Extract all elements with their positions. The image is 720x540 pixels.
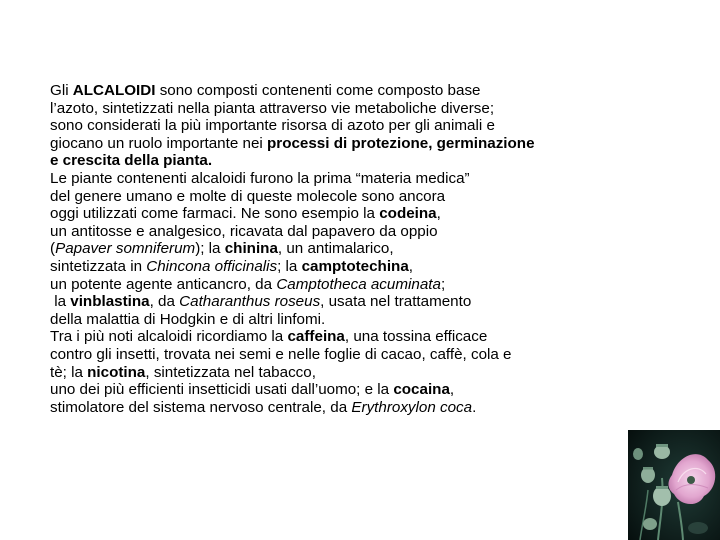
poppy-flower-photo — [628, 430, 720, 540]
species-camptotheca: Camptotheca acuminata — [276, 275, 441, 293]
emphasis-processi: processi di protezione, germinazione — [267, 134, 535, 152]
text-line: oggi utilizzati come farmaci. Ne sono esempio la codeina, — [50, 205, 441, 223]
text-line: stimolatore del sistema nervoso centrale, da Erythroxylon coca. — [50, 398, 477, 416]
text-line: l’azoto, sintetizzati nella pianta attraverso vie metaboliche diverse; — [50, 99, 495, 117]
term-camptotechina: camptotechina — [301, 257, 409, 275]
text-line: uno dei più efficienti insetticidi usati dall’uomo; e la cocaina, — [50, 381, 455, 399]
text-line: contro gli insetti, trovata nei semi e nelle foglie di cacao, caffè, cola e — [50, 345, 512, 363]
term-nicotina: nicotina — [87, 363, 146, 381]
poppy-flower-icon — [628, 430, 720, 540]
text-line: (Papaver somniferum); la chinina, un antimalarico, — [50, 240, 394, 258]
species-papaver: Papaver somniferum — [55, 240, 196, 258]
text-line: un antitosse e analgesico, ricavata dal papavero da oppio — [50, 222, 438, 240]
text-line: Le piante contenenti alcaloidi furono la prima “materia medica” — [50, 169, 470, 187]
term-caffeina: caffeina — [287, 328, 345, 346]
term-cocaina: cocaina — [393, 381, 450, 399]
species-catharanthus: Catharanthus roseus — [179, 293, 321, 311]
species-erythroxylon: Erythroxylon coca — [351, 398, 473, 416]
text-line: tè; la nicotina, sintetizzata nel tabacco, — [50, 363, 316, 381]
text-line: del genere umano e molte di queste molecole sono ancora — [50, 187, 446, 205]
text-line: sintetizzata in Chincona officinalis; la camptotechina, — [50, 257, 414, 275]
text-line: Tra i più noti alcaloidi ricordiamo la caffeina, una tossina efficace — [50, 328, 488, 346]
text-line: un potente agente anticancro, da Camptotheca acuminata; — [50, 275, 446, 293]
text-line: la vinblastina, da Catharanthus roseus, usata nel trattamento — [50, 293, 472, 311]
emphasis-crescita: e crescita della pianta. — [50, 152, 213, 170]
text-line: della malattia di Hodgkin e di altri linfomi. — [50, 310, 326, 328]
text-line: Gli ALCALOIDI sono composti contenenti come composto base — [50, 82, 481, 99]
text-line: sono considerati la più importante risorsa di azoto per gli animali e — [50, 117, 495, 135]
species-chincona: Chincona officinalis — [146, 257, 278, 275]
alkaloids-text — [50, 82, 650, 416]
term-vinblastina: vinblastina — [70, 293, 150, 311]
term-codeina: codeina — [379, 205, 437, 223]
term-alcaloidi: ALCALOIDI — [72, 82, 156, 99]
term-chinina: chinina — [224, 240, 278, 258]
text-line: giocano un ruolo importante nei processi di protezione, germinazione — [50, 134, 535, 152]
text-line — [50, 152, 650, 170]
